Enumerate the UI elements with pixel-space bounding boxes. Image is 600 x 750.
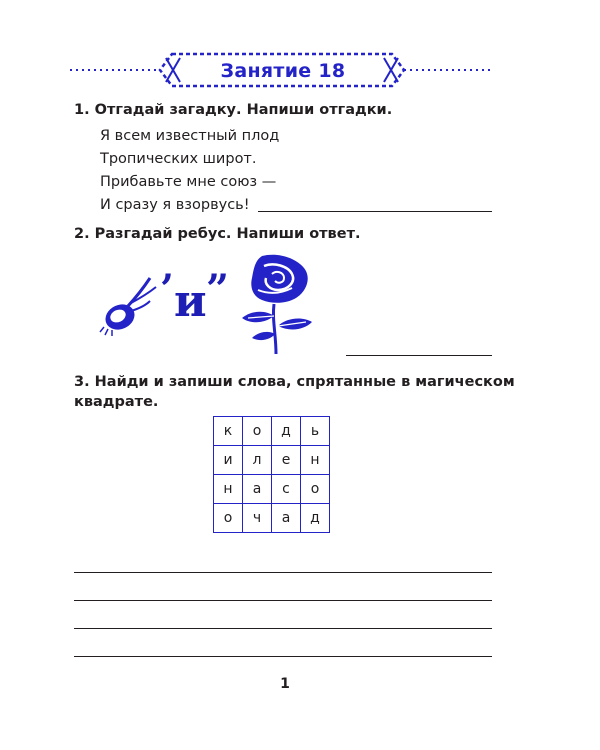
task2-answer-line [346, 355, 492, 356]
magic-square-row [214, 504, 330, 533]
rebus-letter: и [174, 276, 207, 327]
riddle-line-1: Я всем известный плод [100, 128, 280, 144]
magic-square-cell: н [301, 446, 330, 475]
riddle-line-3: Прибавьте мне союз — [100, 174, 277, 190]
lesson-title: Занятие 18 [220, 60, 346, 82]
onion-icon [98, 275, 162, 339]
task3-answer-line-4 [74, 656, 492, 657]
page-number: 1 [280, 676, 290, 692]
magic-square-cell: д [301, 504, 330, 533]
magic-square-cell: о [214, 504, 243, 533]
magic-square-cell: о [243, 417, 272, 446]
rose-icon [232, 252, 316, 356]
task3-title-line1: 3. Найди и запиши слова, спрятанные в магическом [74, 374, 515, 390]
magic-square-row [214, 475, 330, 504]
rebus-left-comma: ’ [160, 266, 174, 313]
magic-square-cell: и [214, 446, 243, 475]
riddle-line-2: Тропических широт. [100, 151, 257, 167]
magic-square-row [214, 417, 330, 446]
task1-title: 1. Отгадай загадку. Напиши отгадки. [74, 102, 393, 118]
task3-title-line2: квадрате. [74, 394, 159, 410]
magic-square-cell: а [243, 475, 272, 504]
rebus-right-commas: ” [206, 266, 230, 313]
magic-square-cell: о [301, 475, 330, 504]
magic-square [213, 416, 330, 533]
magic-square-cell: е [272, 446, 301, 475]
task3-answer-line-3 [74, 628, 492, 629]
task3-answer-line-1 [74, 572, 492, 573]
magic-square-cell: д [272, 417, 301, 446]
magic-square-row [214, 446, 330, 475]
task1-answer-line [258, 211, 492, 212]
magic-square-cell: с [272, 475, 301, 504]
magic-square-cell: к [214, 417, 243, 446]
riddle-line-4: И сразу я взорвусь! [100, 197, 250, 213]
magic-square-cell: ь [301, 417, 330, 446]
magic-square-cell: н [214, 475, 243, 504]
task2-title: 2. Разгадай ребус. Напиши ответ. [74, 226, 361, 242]
magic-square-cell: л [243, 446, 272, 475]
magic-square-cell: ч [243, 504, 272, 533]
magic-square-cell: а [272, 504, 301, 533]
task3-answer-line-2 [74, 600, 492, 601]
